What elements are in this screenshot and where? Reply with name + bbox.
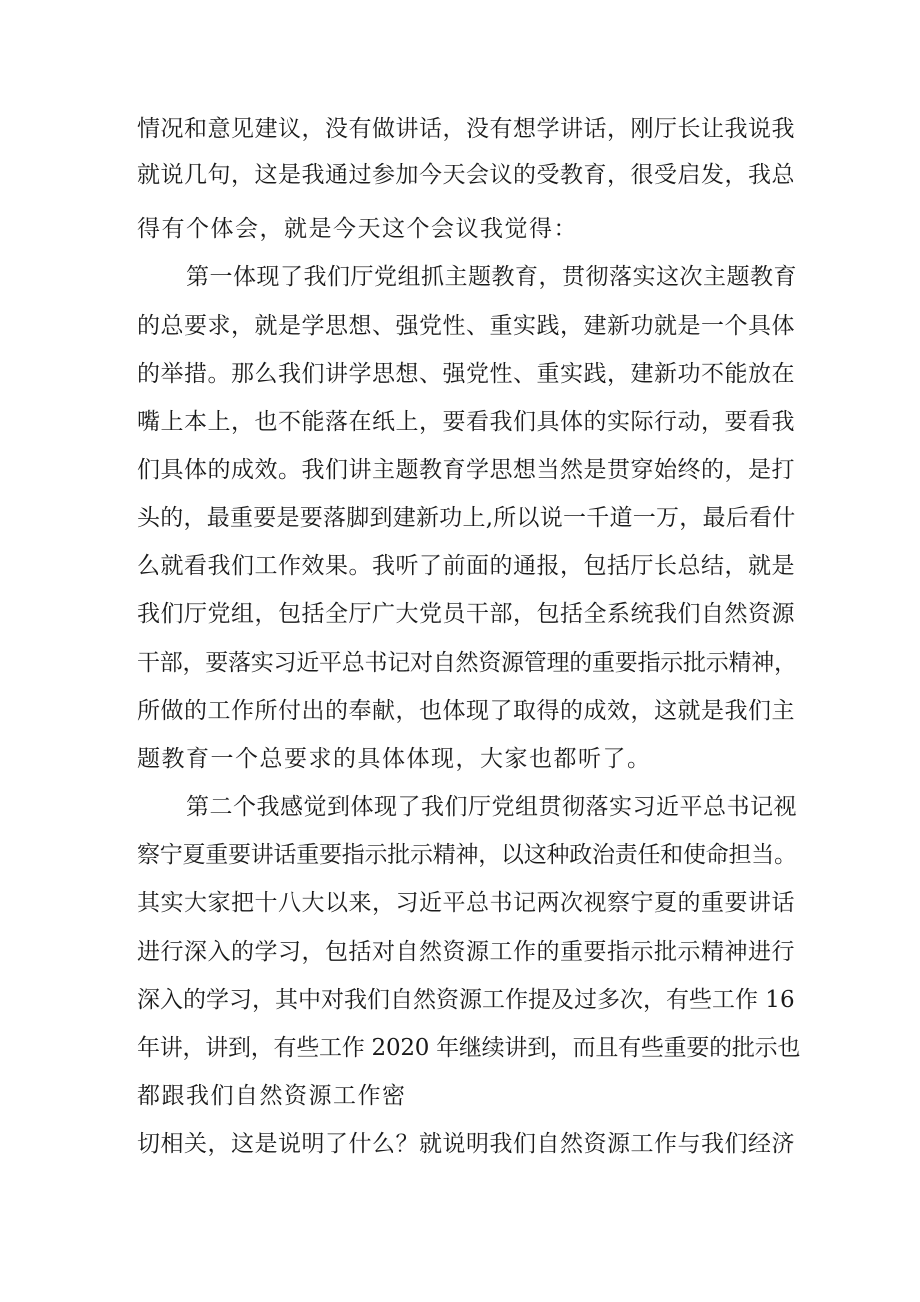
paragraph-first-line: 第二个我感觉到体现了我们厅党组贯彻落实习近平总书记视 — [186, 794, 797, 820]
text-line: 们具体的成效。我们讲主题教育学思想当然是贯穿始终的，是打 — [137, 457, 795, 483]
text-line: 所做的工作所付出的奉献，也体现了取得的成效，这就是我们主 — [137, 698, 795, 724]
text-line: 都跟我们自然资源工作密 — [137, 1083, 407, 1109]
text-line: 年讲，讲到，有些工作 2020 年继续讲到，而且有些重要的批示也 — [137, 1035, 801, 1061]
text-line: 情况和意见建议，没有做讲话，没有想学讲话，刚厅长让我说我 — [137, 116, 795, 142]
text-line: 的举措。那么我们讲学思想、强党性、重实践，建新功不能放在 — [137, 361, 795, 387]
text-line: 嘴上本上，也不能落在纸上，要看我们具体的实际行动，要看我 — [137, 409, 795, 435]
text-line: 的总要求，就是学思想、强党性、重实践，建新功就是一个具体 — [137, 313, 795, 339]
text-line: 其实大家把十八大以来，习近平总书记两次视察宁夏的重要讲话 — [137, 890, 795, 916]
text-line: 切相关，这是说明了什么？就说明我们自然资源工作与我们经济 — [137, 1131, 795, 1157]
text-line: 么就看我们工作效果。我听了前面的通报，包括厅长总结，就是 — [137, 553, 795, 579]
text-line: 我们厅党组，包括全厅广大党员干部，包括全系统我们自然资源 — [137, 601, 795, 627]
paragraph-first-line: 第一体现了我们厅党组抓主题教育，贯彻落实这次主题教育 — [186, 264, 797, 290]
text-line: 就说几句，这是我通过参加今天会议的受教育，很受启发，我总 — [137, 162, 795, 188]
text-line: 题教育一个总要求的具体体现，大家也都听了。 — [137, 746, 652, 772]
text-line: 进行深入的学习，包括对自然资源工作的重要指示批示精神进行 — [137, 939, 795, 965]
text-line: 察宁夏重要讲话重要指示批示精神，以这种政治责任和使命担当。 — [137, 842, 797, 868]
text-line: 深入的学习，其中对我们自然资源工作提及过多次，有些工作 16 — [137, 987, 795, 1013]
text-line: 头的，最重要是要落脚到建新功上,所以说一千道一万，最后看什 — [137, 505, 796, 531]
text-line: 得有个体会，就是今天这个会议我觉得： — [137, 216, 578, 242]
text-line: 干部，要落实习近平总书记对自然资源管理的重要指示批示精神， — [137, 650, 797, 676]
